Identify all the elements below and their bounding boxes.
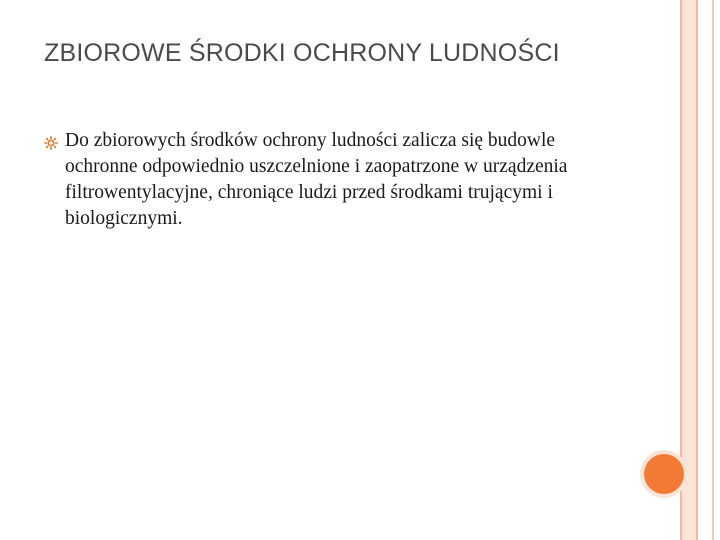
decorative-stripe-line (696, 0, 698, 540)
sun-bullet-icon (44, 136, 58, 150)
decorative-stripe-line (712, 0, 714, 540)
bullet-text: Do zbiorowych środków ochrony ludności zalicza się budowle ochronne odpowiednio uszczelnione i zaopatrzone w urządzenia filtrowentylacyjne, chroniące ludzi przed środkami trującymi i biologicznymi. (65, 130, 568, 229)
decorative-circle (640, 450, 688, 498)
slide-content (44, 128, 604, 232)
decorative-circle-inner (644, 454, 684, 494)
slide-title: ZBIOROWE ŚRODKI OCHRONY LUDNOŚCI (44, 39, 560, 67)
bullet-item (44, 128, 604, 232)
decorative-stripe-band (682, 0, 696, 540)
